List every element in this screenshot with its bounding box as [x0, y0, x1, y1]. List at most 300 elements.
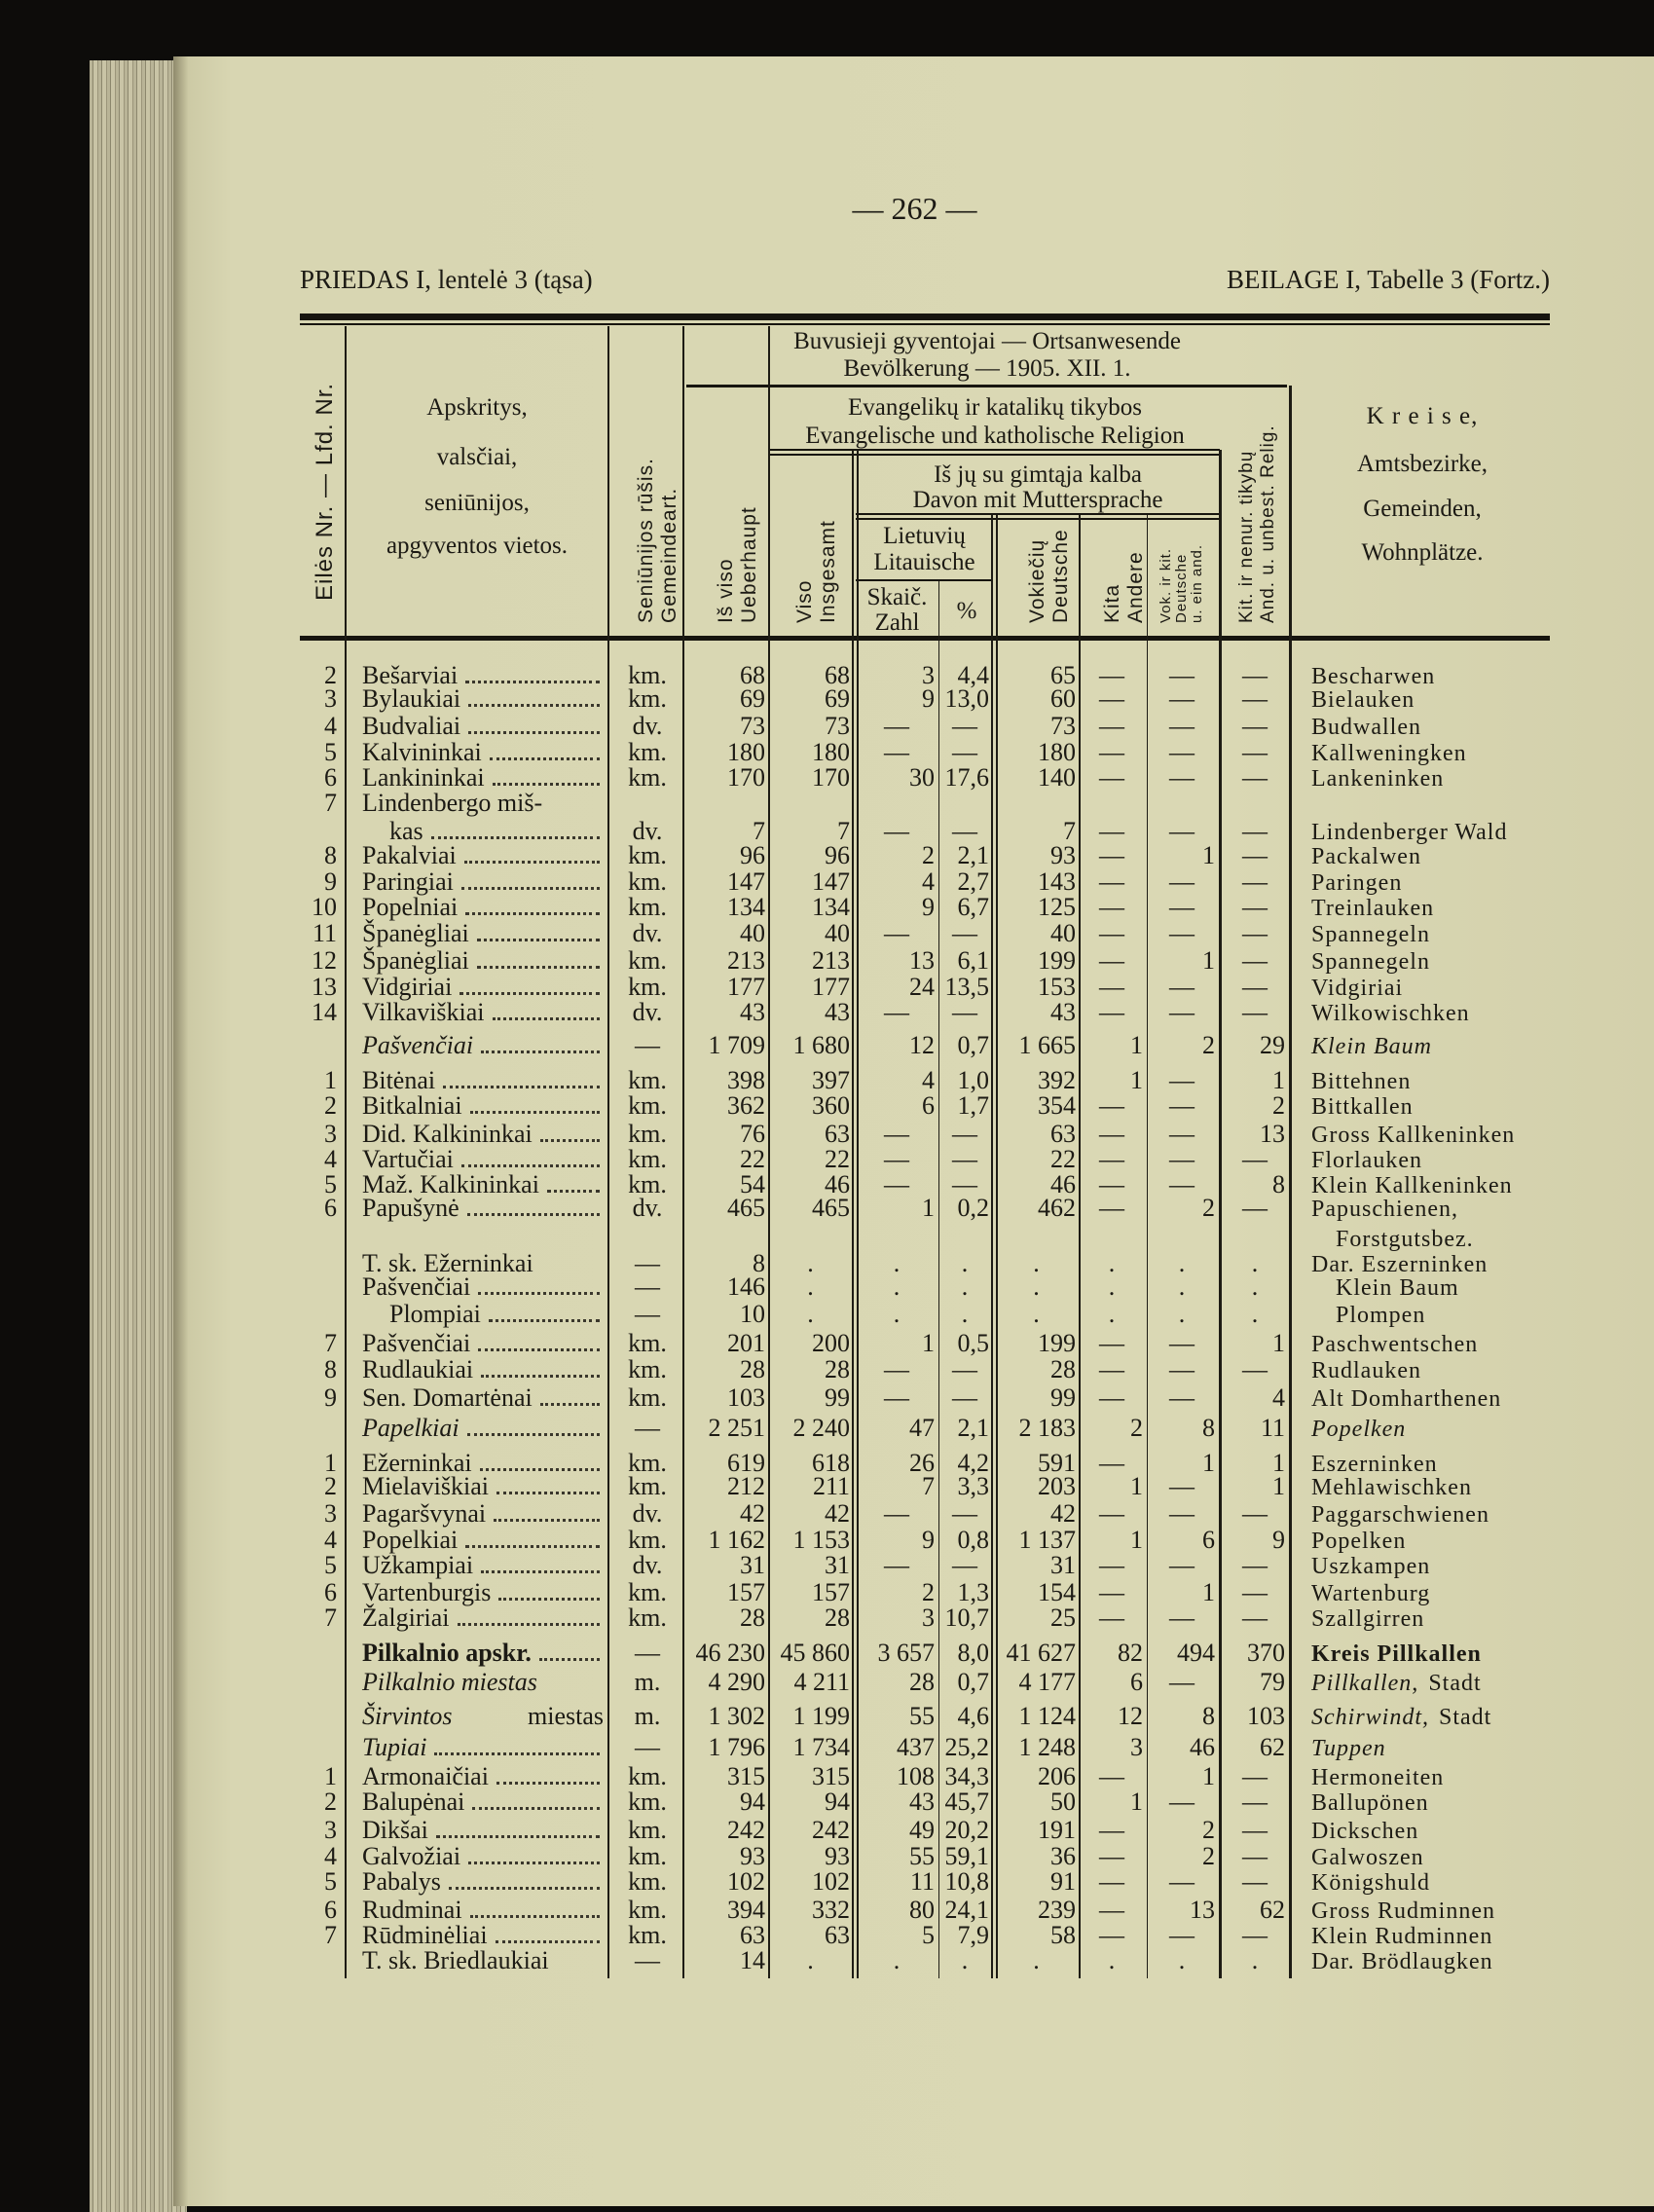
header-bottom-rule — [300, 636, 1550, 641]
lithuanian-count-value: 7 — [922, 1472, 935, 1500]
header-type — [635, 419, 681, 623]
german-and-other-value: . — [1178, 1249, 1186, 1277]
german-name — [1311, 765, 1444, 793]
rule — [856, 513, 1220, 515]
insgesamt-value: 4 211 — [793, 1668, 850, 1696]
place-name — [362, 947, 604, 975]
total-value: 4 290 — [708, 1668, 765, 1696]
german-and-other-value: 8 — [1202, 1414, 1215, 1442]
place-name-text: Širvintos — [362, 1702, 453, 1730]
other-value: — — [1099, 1091, 1124, 1120]
other-religion-value: 370 — [1247, 1639, 1285, 1667]
german-value: 462 — [1038, 1194, 1076, 1222]
dot-leader — [494, 1519, 600, 1522]
german-and-other-value: — — [1169, 684, 1195, 713]
other-religion-value: — — [1242, 684, 1268, 713]
dot-leader — [498, 1598, 600, 1601]
row-number: 2 — [324, 1472, 337, 1500]
lithuanian-count-value: 80 — [909, 1896, 935, 1924]
settlement-type: km. — [628, 1472, 667, 1500]
german-and-other-value: — — [1169, 817, 1195, 845]
header-population-2: Bevölkerung — 1905. XII. 1. — [843, 355, 1131, 382]
insgesamt-value: 46 — [825, 1170, 850, 1198]
place-name-text: Pagaršvynai — [362, 1499, 487, 1528]
german-name-text: Florlauken — [1311, 1148, 1422, 1173]
german-and-other-value: . — [1178, 1946, 1186, 1974]
place-name — [362, 1947, 604, 1974]
total-value: 96 — [740, 841, 765, 869]
other-religion-value: . — [1251, 1300, 1259, 1328]
other-religion-value: 103 — [1247, 1702, 1285, 1730]
settlement-type: — — [635, 1031, 660, 1059]
german-value: . — [1033, 1249, 1040, 1277]
insgesamt-value: 93 — [825, 1842, 850, 1870]
german-name-text: Gross Kallkeninken — [1311, 1123, 1516, 1148]
place-name-text: Vilkaviškiai — [362, 998, 485, 1026]
total-value: 7 — [753, 817, 765, 845]
german-name — [1311, 1818, 1418, 1845]
place-name-text: Pašvenčiai — [362, 1031, 474, 1059]
place-name-text: Popelkiai — [362, 1526, 459, 1554]
place-name — [362, 868, 604, 896]
german-and-other-value: — — [1169, 1604, 1195, 1632]
dot-leader — [436, 1835, 600, 1838]
other-religion-value: 1 — [1272, 1449, 1285, 1477]
total-value: 28 — [740, 1604, 765, 1632]
total-value: 10 — [740, 1300, 765, 1328]
german-name — [1311, 843, 1421, 870]
total-value: 14 — [740, 1946, 765, 1974]
header-total-de: Ueberhaupt — [738, 506, 760, 623]
lithuanian-percent-value: — — [952, 1355, 977, 1383]
other-religion-value: — — [1242, 1921, 1268, 1949]
other-religion-value: 29 — [1260, 1031, 1285, 1059]
column-rule — [852, 450, 854, 1978]
page-number-text: — 262 — — [852, 191, 977, 226]
other-value: — — [1099, 1329, 1124, 1357]
other-value: — — [1099, 1867, 1124, 1896]
lithuanian-percent-value: — — [952, 817, 977, 845]
insgesamt-value: 618 — [812, 1449, 850, 1477]
place-name-text: Rudminai — [362, 1896, 462, 1924]
lithuanian-percent-value: — — [952, 1120, 977, 1148]
german-name — [1311, 1093, 1414, 1121]
place-name — [362, 1356, 604, 1383]
lithuanian-count-value: — — [884, 1355, 909, 1383]
other-value: — — [1099, 817, 1124, 845]
german-and-other-value: 8 — [1202, 1702, 1215, 1730]
row-number: 6 — [324, 763, 337, 792]
settlement-type: km. — [628, 1091, 667, 1120]
row-number: 3 — [324, 684, 337, 713]
german-name-text: Bescharwen — [1311, 664, 1436, 689]
lithuanian-count-value: 55 — [909, 1702, 935, 1730]
german-value: . — [1033, 1272, 1040, 1301]
lithuanian-count-value: 9 — [922, 684, 935, 713]
caption-german: BEILAGE I, Tabelle 3 (Fortz.) — [1226, 265, 1550, 294]
german-name — [1311, 1147, 1422, 1174]
german-name — [1311, 1869, 1430, 1897]
dot-leader — [468, 704, 600, 707]
place-name-text: Balupėnai — [362, 1788, 465, 1816]
place-name — [362, 1552, 604, 1579]
other-religion-value: — — [1242, 1551, 1268, 1579]
other-value: 1 — [1130, 1788, 1143, 1816]
place-name — [362, 1669, 604, 1696]
lithuanian-percent-value: 1,7 — [957, 1091, 989, 1120]
lithuanian-percent-value: . — [961, 1249, 969, 1277]
place-name — [362, 920, 604, 947]
german-value: 153 — [1038, 973, 1076, 1001]
row-number: 5 — [324, 738, 337, 766]
lithuanian-count-value: 43 — [909, 1788, 935, 1816]
dot-leader — [496, 1782, 600, 1785]
place-name — [362, 1195, 604, 1222]
settlement-type: — — [635, 1414, 660, 1442]
lithuanian-count-value: . — [893, 1300, 901, 1328]
dot-leader — [443, 1086, 600, 1088]
dot-leader — [481, 1570, 600, 1573]
german-value: 99 — [1050, 1383, 1076, 1412]
dot-leader — [472, 1807, 600, 1810]
place-name-text: Budvaliai — [362, 712, 461, 740]
column-rule — [1147, 515, 1148, 1978]
german-name-text: Tuppen — [1311, 1736, 1386, 1761]
settlement-type: m. — [634, 1702, 661, 1730]
german-value: 143 — [1038, 867, 1076, 896]
settlement-type: km. — [628, 867, 667, 896]
german-name-text: Rudlauken — [1311, 1358, 1421, 1383]
total-value: 8 — [753, 1249, 765, 1277]
german-value: . — [1033, 1300, 1040, 1328]
dot-leader — [490, 757, 600, 760]
german-and-other-value: — — [1169, 1383, 1195, 1412]
place-name — [362, 1527, 604, 1554]
lithuanian-count-value: 437 — [897, 1733, 935, 1761]
lithuanian-count-value: 3 657 — [877, 1639, 935, 1667]
other-religion-value: — — [1242, 1842, 1268, 1870]
settlement-type: km. — [628, 1788, 667, 1816]
german-and-other-value: 1 — [1202, 841, 1215, 869]
german-name-text: Mehlawischken — [1311, 1475, 1472, 1500]
lithuanian-count-value: 9 — [922, 1526, 935, 1554]
header-german-lt: Vokiečių — [1026, 538, 1048, 623]
german-name-text: Dar. Brödlaugken — [1311, 1949, 1493, 1974]
german-name — [1336, 1274, 1459, 1302]
german-and-other-value: 2 — [1202, 1031, 1215, 1059]
other-value: — — [1099, 1604, 1124, 1632]
insgesamt-value: 397 — [812, 1066, 850, 1094]
lithuanian-count-value: . — [893, 1272, 901, 1301]
german-name-text: Papuschienen, — [1311, 1197, 1458, 1222]
total-value: 1 709 — [708, 1031, 765, 1059]
settlement-type: dv. — [632, 1194, 663, 1222]
german-value: 28 — [1050, 1355, 1076, 1383]
row-number: 5 — [324, 1551, 337, 1579]
total-value: 465 — [727, 1194, 765, 1222]
lithuanian-count-value: — — [884, 1551, 909, 1579]
lithuanian-count-value: — — [884, 919, 909, 947]
lithuanian-percent-value: 13,0 — [944, 684, 989, 713]
header-gao-1: Vok. ir kit. — [1158, 547, 1174, 623]
row-number: 6 — [324, 1896, 337, 1924]
header-kreise: K r e i s e, — [1366, 403, 1479, 429]
lithuanian-percent-value: 34,3 — [944, 1762, 989, 1790]
lithuanian-percent-value: 4,6 — [957, 1702, 989, 1730]
lithuanian-percent-value: 6,1 — [957, 946, 989, 975]
header-amtsbezirke: Amtsbezirke, — [1357, 451, 1488, 477]
other-value: — — [1099, 841, 1124, 869]
settlement-type: — — [635, 1300, 660, 1328]
german-name — [1311, 921, 1430, 948]
place-name — [362, 1067, 604, 1094]
dot-leader — [481, 1375, 600, 1378]
german-value: 60 — [1050, 684, 1076, 713]
header-religion-1: Evangelikų ir katalikų tikybos — [847, 394, 1143, 421]
german-and-other-value: — — [1169, 1668, 1195, 1696]
german-value: 591 — [1038, 1449, 1076, 1477]
dot-leader — [467, 1433, 600, 1436]
lithuanian-percent-value: 10,7 — [944, 1604, 989, 1632]
german-and-other-value: 1 — [1202, 1578, 1215, 1606]
header-other-religion — [1236, 394, 1279, 623]
insgesamt-value: 43 — [825, 998, 850, 1026]
settlement-type: km. — [628, 1383, 667, 1412]
header-gao-2: Deutsche — [1173, 553, 1190, 623]
lithuanian-percent-value: — — [952, 1499, 977, 1528]
lithuanian-count-value: 24 — [909, 973, 935, 1001]
other-religion-value: 62 — [1260, 1733, 1285, 1761]
german-name-text: Paschwentschen — [1311, 1332, 1479, 1357]
other-value: 1 — [1130, 1066, 1143, 1094]
lithuanian-count-value: 47 — [909, 1414, 935, 1442]
settlement-type: km. — [628, 946, 667, 975]
place-name-text: Armonaičiai — [362, 1762, 489, 1790]
other-value: — — [1099, 1842, 1124, 1870]
place-name — [362, 1604, 604, 1632]
insgesamt-value: 242 — [812, 1816, 850, 1844]
other-value: 1 — [1130, 1472, 1143, 1500]
rule — [770, 454, 1220, 456]
lithuanian-count-value: 9 — [922, 893, 935, 921]
place-name — [362, 790, 604, 817]
german-and-other-value: — — [1169, 1091, 1195, 1120]
total-value: 40 — [740, 919, 765, 947]
other-religion-value: 1 — [1272, 1472, 1285, 1500]
settlement-type: km. — [628, 1526, 667, 1554]
german-value: 50 — [1050, 1788, 1076, 1816]
settlement-type: dv. — [632, 817, 663, 845]
german-value: 93 — [1050, 841, 1076, 869]
insgesamt-value: 315 — [812, 1762, 850, 1790]
other-value: 12 — [1118, 1702, 1143, 1730]
dot-leader — [493, 1017, 600, 1020]
german-and-other-value: . — [1178, 1272, 1186, 1301]
settlement-type: km. — [628, 1449, 667, 1477]
place-name-text: Vartenburgis — [362, 1578, 492, 1606]
total-value: 28 — [740, 1355, 765, 1383]
lithuanian-percent-value: 17,6 — [944, 763, 989, 792]
german-value: 31 — [1050, 1551, 1076, 1579]
row-number: 1 — [324, 1066, 337, 1094]
place-name — [362, 842, 604, 869]
german-name — [1311, 1501, 1489, 1529]
dot-leader — [470, 1111, 600, 1114]
total-value: 94 — [740, 1788, 765, 1816]
insgesamt-value: 102 — [812, 1867, 850, 1896]
lithuanian-percent-value: 10,8 — [944, 1867, 989, 1896]
row-number: 2 — [324, 1788, 337, 1816]
other-value: — — [1099, 1921, 1124, 1949]
total-value: 170 — [727, 763, 765, 792]
lithuanian-count-value: 1 — [922, 1194, 935, 1222]
german-value: 203 — [1038, 1472, 1076, 1500]
place-name — [362, 1500, 604, 1528]
lithuanian-count-value: 1 — [922, 1329, 935, 1357]
german-name-text: Wilkowischken — [1311, 1001, 1470, 1026]
german-name-suffix: Stadt — [1439, 1705, 1492, 1730]
insgesamt-value: 465 — [812, 1194, 850, 1222]
settlement-type: km. — [628, 841, 667, 869]
row-number: 14 — [312, 998, 337, 1026]
total-value: 362 — [727, 1091, 765, 1120]
place-name-text: Ežerninkai — [362, 1449, 472, 1477]
place-name — [362, 1146, 604, 1173]
header-other-lt: Kita — [1101, 583, 1123, 623]
lithuanian-percent-value: 20,2 — [944, 1816, 989, 1844]
total-value: 69 — [740, 684, 765, 713]
german-and-other-value: — — [1169, 1329, 1195, 1357]
german-value: 41 627 — [1006, 1639, 1076, 1667]
german-value: 25 — [1050, 1604, 1076, 1632]
settlement-type: km. — [628, 738, 667, 766]
lithuanian-count-value: 28 — [909, 1668, 935, 1696]
other-religion-value: — — [1242, 841, 1268, 869]
german-and-other-value: — — [1169, 1788, 1195, 1816]
german-name-text: Schirwindt, — [1311, 1705, 1430, 1730]
other-value: — — [1099, 973, 1124, 1001]
other-religion-value: — — [1242, 1355, 1268, 1383]
german-value: 58 — [1050, 1921, 1076, 1949]
lithuanian-percent-value: 45,7 — [944, 1788, 989, 1816]
lithuanian-percent-value: — — [952, 712, 977, 740]
german-name — [1311, 686, 1415, 714]
german-name-text: Popelken — [1311, 1417, 1407, 1442]
other-value: 3 — [1130, 1733, 1143, 1761]
total-value: 1 796 — [708, 1733, 765, 1761]
place-name-text: Pašvenčiai — [362, 1329, 471, 1357]
total-value: 212 — [727, 1472, 765, 1500]
header-row-number: Eilės Nr. — Lfd. Nr. — [312, 382, 338, 602]
column-rule — [345, 326, 347, 1978]
insgesamt-value: 40 — [825, 919, 850, 947]
german-value: 1 124 — [1018, 1702, 1076, 1730]
other-value: . — [1108, 1272, 1116, 1301]
other-value: . — [1108, 1249, 1116, 1277]
header-lithuanian-2: Litauische — [873, 549, 975, 575]
place-name-text: Pakalviai — [362, 841, 457, 869]
insgesamt-value: 1 153 — [792, 1526, 850, 1554]
insgesamt-value: 170 — [812, 763, 850, 792]
german-name-text: Klein Kallkeninken — [1311, 1173, 1513, 1198]
dot-leader — [461, 887, 600, 890]
dot-leader — [461, 1164, 600, 1167]
other-value: — — [1099, 1194, 1124, 1222]
other-religion-value: — — [1242, 1762, 1268, 1790]
dot-leader — [540, 1403, 600, 1406]
lithuanian-percent-value: 0,7 — [957, 1031, 989, 1059]
row-number: 8 — [324, 1355, 337, 1383]
lithuanian-count-value: 3 — [922, 661, 935, 689]
german-name-text: Budwallen — [1311, 715, 1421, 740]
place-name-text: Pabalys — [362, 1867, 441, 1896]
other-religion-value: 9 — [1272, 1526, 1285, 1554]
other-religion-value: 8 — [1272, 1170, 1285, 1198]
place-name-text: Did. Kalkininkai — [362, 1120, 533, 1148]
row-number: 7 — [324, 789, 337, 817]
other-value: — — [1099, 1578, 1124, 1606]
german-name-text: Klein Rudminnen — [1311, 1924, 1493, 1949]
lithuanian-count-value: — — [884, 1120, 909, 1148]
other-religion-value: — — [1242, 1194, 1268, 1222]
german-value: 1 248 — [1018, 1733, 1076, 1761]
place-name — [362, 1843, 604, 1870]
place-name — [362, 1415, 604, 1442]
other-religion-value: — — [1242, 712, 1268, 740]
german-name — [1311, 1528, 1406, 1555]
german-name-text: Bittehnen — [1311, 1069, 1412, 1094]
other-value: — — [1099, 738, 1124, 766]
other-value: — — [1099, 712, 1124, 740]
german-and-other-value: 2 — [1202, 1194, 1215, 1222]
total-value: 73 — [740, 712, 765, 740]
lithuanian-percent-value: 0,7 — [957, 1668, 989, 1696]
german-name-text: Paggarschwienen — [1311, 1502, 1489, 1528]
page-gutter — [173, 56, 189, 2206]
other-value: — — [1099, 661, 1124, 689]
header-total-lt: Iš viso — [715, 558, 737, 623]
place-name-text: kas — [389, 817, 423, 845]
total-value: 242 — [727, 1816, 765, 1844]
header-place-4: apgyventos vietos. — [386, 533, 569, 559]
german-name-text: Hermoneiten — [1311, 1765, 1445, 1790]
other-religion-value: — — [1242, 763, 1268, 792]
settlement-type: km. — [628, 1816, 667, 1844]
insgesamt-value: 211 — [812, 1472, 850, 1500]
total-value: 31 — [740, 1551, 765, 1579]
german-value: 46 — [1050, 1170, 1076, 1198]
lithuanian-count-value: — — [884, 1383, 909, 1412]
other-religion-value: — — [1242, 817, 1268, 845]
dot-leader — [477, 939, 600, 941]
lithuanian-percent-value: 25,2 — [944, 1733, 989, 1761]
place-name — [362, 1817, 604, 1844]
insgesamt-value: 213 — [812, 946, 850, 975]
place-name-text: Tupiai — [362, 1733, 427, 1761]
lithuanian-percent-value: — — [952, 738, 977, 766]
place-name-suffix: miestas — [528, 1702, 604, 1730]
german-name-text: Ballupönen — [1311, 1790, 1429, 1816]
header-place-3: seniūnijos, — [424, 490, 530, 516]
lithuanian-count-value: — — [884, 998, 909, 1026]
place-name-text: Papelkiai — [362, 1414, 459, 1442]
other-religion-value: — — [1242, 867, 1268, 896]
total-value: 134 — [727, 893, 765, 921]
column-rule — [938, 581, 939, 1978]
settlement-type: km. — [628, 1170, 667, 1198]
german-name — [1311, 1000, 1470, 1027]
german-value: . — [1033, 1946, 1040, 1974]
